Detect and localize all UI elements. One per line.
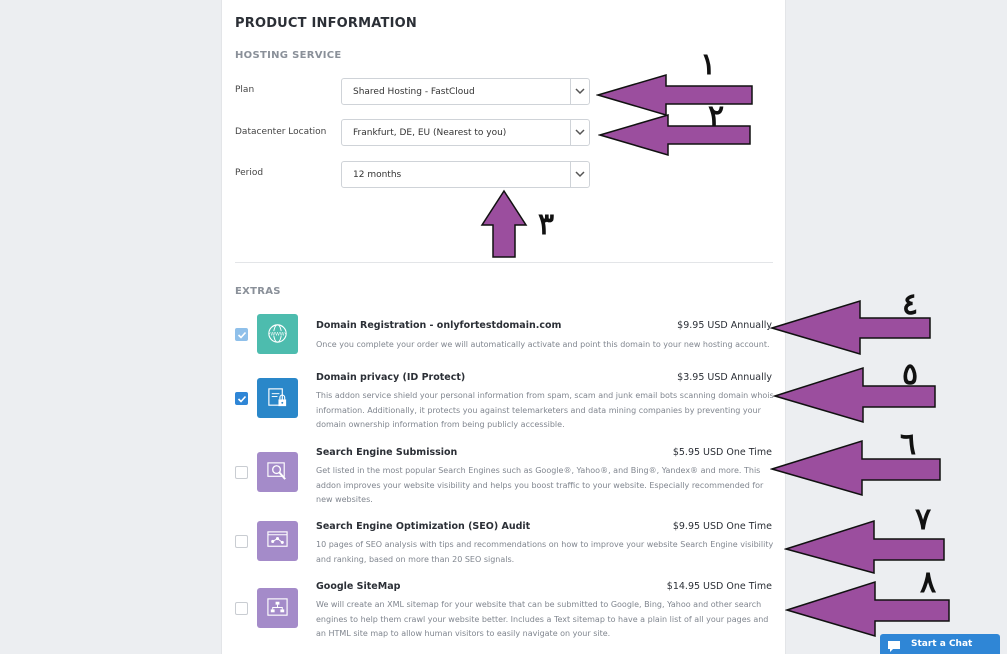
extra-price-domain-privacy: $3.95 USD Annually [677, 372, 772, 383]
search-magnifier-icon [257, 452, 298, 492]
annotation-arrow-3 [480, 189, 528, 259]
annotation-number-3: ٣ [538, 207, 555, 242]
sitemap-icon [257, 588, 298, 628]
chevron-down-icon[interactable] [570, 120, 589, 145]
domain-privacy-checkbox[interactable] [235, 392, 248, 405]
extra-title-domain-registration: Domain Registration - onlyfortestdomain.com [316, 320, 562, 331]
extra-description-seo-audit: 10 pages of SEO analysis with tips and recommendations on how to improve your website Search Engine visibility and ranking, based on more than 20 SEO signals. [316, 540, 774, 564]
extras-heading: EXTRAS [235, 286, 281, 297]
annotation-number-4: ٤ [902, 287, 919, 322]
google-sitemap-checkbox[interactable] [235, 602, 248, 615]
start-chat-label: Start a Chat [911, 639, 973, 649]
extra-title-seo-audit: Search Engine Optimization (SEO) Audit [316, 521, 531, 532]
extra-title-search-engine-submission: Search Engine Submission [316, 447, 458, 458]
extra-description-search-engine-submission: Get listed in the most popular Search Engines such as Google®, Yahoo®, and Bing®, Yandex® and more. This addon improves your website visibility and helps you boost traffic to your website. Especially recommended for new websites. [316, 466, 764, 504]
product-information-heading: PRODUCT INFORMATION [235, 16, 417, 31]
extra-description-google-sitemap: We will create an XML sitemap for your website that can be submitted to Google, Bing, Yahoo and other search engines to help them crawl your website better. Includes a Text sitemap to have a plain list of all your pages and an HTML site map to allow human visitors to easily navigate on your site. [316, 600, 769, 638]
chat-bubble-icon [887, 638, 901, 654]
annotation-arrow-2 [598, 112, 754, 158]
extra-description-domain-privacy: This addon service shield your personal information from spam, scam and junk email bots scanning domain whois information. Additionally, it protects you against telemarketers and data mining companies by preventing your domain ownership information from being publicly accessible. [316, 391, 774, 429]
chevron-down-icon[interactable] [570, 79, 589, 104]
domain-registration-checkbox[interactable] [235, 328, 248, 341]
chevron-down-icon[interactable] [570, 162, 589, 187]
period-label: Period [235, 168, 264, 178]
seo-nodes-icon [257, 521, 298, 561]
search-engine-submission-checkbox[interactable] [235, 466, 248, 479]
start-chat-button[interactable] [880, 634, 1000, 654]
period-value: 12 months [353, 170, 402, 180]
extra-title-domain-privacy: Domain privacy (ID Protect) [316, 372, 466, 383]
plan-value: Shared Hosting - FastCloud [353, 87, 475, 97]
seo-audit-checkbox[interactable] [235, 535, 248, 548]
extra-price-seo-audit: $9.95 USD One Time [672, 521, 772, 532]
extra-description-domain-registration: Once you complete your order we will automatically activate and point this domain to your new hosting account. [316, 340, 770, 349]
extra-price-search-engine-submission: $5.95 USD One Time [672, 447, 772, 458]
annotation-number-6: ٦ [900, 427, 917, 462]
annotation-number-8: ٨ [920, 565, 937, 600]
datacenter-location-value: Frankfurt, DE, EU (Nearest to you) [353, 128, 507, 138]
hosting-service-heading: HOSTING SERVICE [235, 50, 342, 61]
section-divider [235, 262, 773, 263]
annotation-number-2: ٢ [708, 99, 725, 134]
datacenter-location-label: Datacenter Location [235, 127, 327, 137]
extra-price-domain-registration: $9.95 USD Annually [677, 320, 772, 331]
globe-www-icon [257, 314, 298, 354]
annotation-arrow-6 [770, 437, 944, 499]
svg-text:WWW: WWW [270, 332, 285, 338]
plan-label: Plan [235, 85, 255, 95]
annotation-number-7: ٧ [915, 502, 932, 537]
plan-select[interactable] [341, 78, 590, 105]
annotation-number-5: ٥ [902, 357, 919, 392]
annotation-number-1: ١ [700, 47, 717, 82]
extra-price-google-sitemap: $14.95 USD One Time [666, 581, 772, 592]
period-select[interactable] [341, 161, 590, 188]
extra-title-google-sitemap: Google SiteMap [316, 581, 401, 592]
datacenter-location-select[interactable] [341, 119, 590, 146]
id-lock-icon [257, 378, 298, 418]
